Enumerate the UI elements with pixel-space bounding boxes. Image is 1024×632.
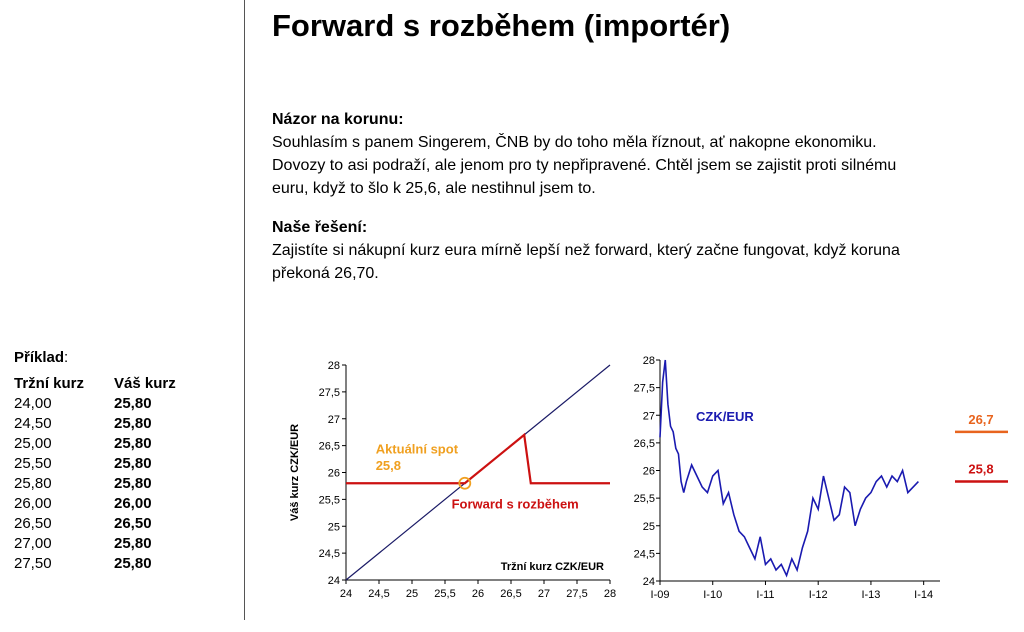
vertical-divider [244, 0, 245, 620]
y-tick-label: 25,5 [318, 494, 340, 507]
market-rate: 24,50 [14, 415, 52, 432]
your-rate: 25,80 [114, 455, 152, 472]
y-tick-label: 28 [327, 360, 340, 372]
solution-line-2: překoná 26,70. [272, 265, 379, 282]
example-table [14, 374, 176, 574]
y-tick-label: 26,5 [318, 440, 340, 453]
table-row [14, 494, 176, 514]
y-tick-label: 27 [642, 410, 655, 423]
table-row [14, 534, 176, 554]
x-tick-label: 27,5 [566, 588, 588, 600]
view-line-3: euru, když to šlo k 25,6, ale nestihnul jsem to. [272, 180, 596, 197]
market-rate: 26,50 [14, 515, 52, 532]
x-tick-label: I-13 [861, 589, 881, 601]
example-label: Příklad [14, 349, 65, 366]
x-tick-label: 24 [339, 588, 353, 600]
series-label: CZK/EUR [696, 408, 754, 424]
czk-eur-history-line [660, 360, 918, 575]
history-chart [630, 350, 1010, 610]
example-header-row [14, 374, 176, 394]
y-tick-label: 24 [642, 576, 655, 588]
solution-heading: Naše řešení: [272, 219, 368, 236]
level-label: 25,8 [968, 461, 994, 477]
market-rate: 25,80 [14, 475, 52, 492]
x-tick-label: 25 [405, 588, 419, 600]
solution-section [272, 216, 992, 285]
table-row [14, 434, 176, 454]
x-tick-label: 28 [603, 588, 617, 600]
your-rate: 26,00 [114, 495, 152, 512]
your-rate: 25,80 [114, 535, 152, 552]
y-tick-label: 27,5 [318, 386, 340, 399]
example-label-colon: : [64, 349, 69, 366]
level-label: 26,7 [968, 411, 994, 427]
example-col-yours: Váš kurz [114, 375, 176, 392]
y-tick-label: 26 [642, 465, 655, 478]
page-title: Forward s rozběhem (importér) [272, 8, 731, 43]
spot-label: Aktuální spot [375, 441, 459, 457]
solution-line-1: Zajistíte si nákupní kurz eura mírně lepší než forward, který začne fungovat, když koruna [272, 242, 900, 259]
y-tick-label: 28 [642, 355, 655, 367]
your-rate: 25,80 [114, 395, 152, 412]
market-rate: 27,00 [14, 535, 52, 552]
y-tick-label: 27 [327, 413, 340, 426]
forward-series-label: Forward s rozběhem [451, 496, 579, 512]
table-row [14, 514, 176, 534]
view-line-1: Souhlasím s panem Singerem, ČNB by do toho měla říznout, ať nakopne ekonomiku. [272, 134, 877, 151]
y-tick-label: 26 [327, 467, 340, 480]
y-tick-label: 24,5 [633, 548, 655, 561]
spot-value-label: 25,8 [375, 457, 402, 473]
y-tick-label: 25 [327, 521, 340, 534]
market-rate: 26,00 [14, 495, 52, 512]
view-section [272, 108, 992, 200]
table-row [14, 394, 176, 414]
view-heading: Názor na korunu: [272, 111, 404, 128]
x-axis-title: Tržní kurz CZK/EUR [500, 561, 604, 573]
market-rate: 25,50 [14, 455, 52, 472]
x-tick-label: I-11 [756, 589, 775, 601]
x-tick-label: I-14 [914, 589, 934, 601]
your-rate: 25,80 [114, 555, 152, 572]
market-rate: 24,00 [14, 395, 52, 412]
x-tick-label: 25,5 [434, 588, 456, 600]
y-tick-label: 27,5 [633, 382, 655, 395]
your-rate: 25,80 [114, 435, 152, 452]
table-row [14, 554, 176, 574]
y-axis-title: Váš kurz CZK/EUR [289, 423, 301, 522]
example-table-block [14, 348, 176, 574]
x-tick-label: 26 [471, 588, 485, 600]
payoff-chart [280, 350, 620, 610]
table-row [14, 454, 176, 474]
x-tick-label: 26,5 [500, 588, 522, 600]
y-tick-label: 26,5 [633, 437, 655, 450]
y-tick-label: 25 [642, 520, 655, 533]
your-rate: 25,80 [114, 475, 152, 492]
x-tick-label: 24,5 [368, 588, 390, 600]
y-tick-label: 25,5 [633, 493, 655, 506]
example-col-market: Tržní kurz [14, 375, 85, 392]
table-row [14, 414, 176, 434]
view-line-2: Dovozy to asi podraží, ale jenom pro ty nepřipravené. Chtěl jsem se zajistit proti silnému [272, 157, 897, 174]
y-tick-label: 24 [327, 575, 340, 587]
x-tick-label: 27 [537, 588, 551, 600]
y-tick-label: 24,5 [318, 548, 340, 561]
x-tick-label: I-09 [650, 589, 670, 601]
table-row [14, 474, 176, 494]
your-rate: 26,50 [114, 515, 152, 532]
market-rate: 27,50 [14, 555, 52, 572]
x-tick-label: I-12 [808, 589, 828, 601]
your-rate: 25,80 [114, 415, 152, 432]
x-tick-label: I-10 [703, 589, 723, 601]
market-rate: 25,00 [14, 435, 52, 452]
example-label-line [14, 348, 176, 368]
